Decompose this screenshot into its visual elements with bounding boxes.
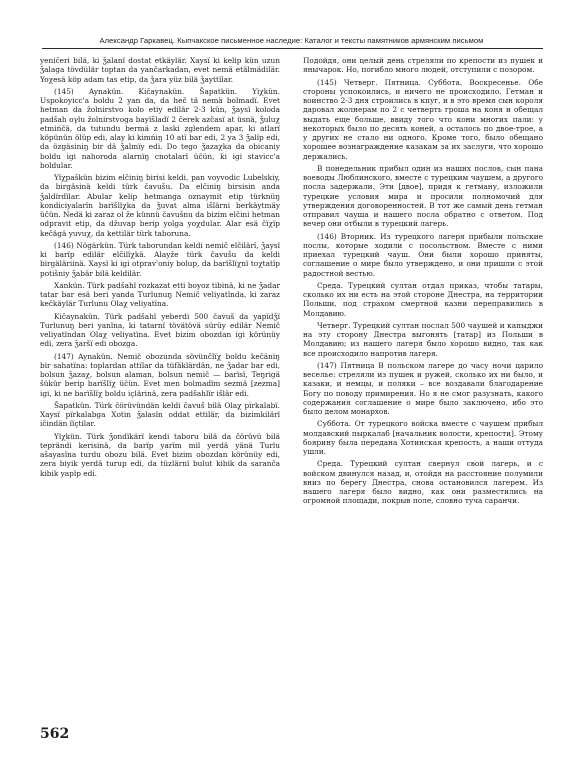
right-paragraph: В понедельник прибыл один из наших послов, сын пана воеводы Люблинского, вместе с турецким чаушем, а другого посла задержали. Эти [двое], придя к гетману, изложили турецкие условия мира и просили полномочий для утверждения договоренностей. В тот же самый день гетман отправил чауша и нашего посла обратно с ответом. Под вечер они отбыли в турецкий лагерь. (303, 163, 543, 229)
left-paragraph: Xankün. Türk padšahï rozkazat etti boyoz tibinä, ki ne ǯadar tatar bar esä beri yanda Turlunuŋ Nemič veliyatïnda, ki zaraz kečkäylär Turlunu Olaχ veliyatïna. (40, 280, 280, 309)
right-paragraph: Среда. Турецкий султан отдал приказ, чтобы татары, сколько их ни есть на этой стороне Днестра, на территории Польши, под страхом смертной казни переправились в Молдавию. (303, 280, 543, 318)
left-paragraph: yeniĉeri bilä, ki ǯalanï dostat etkäylär. Xaysï ki kelip kün uzun ǯalaga tövdülär toptan da yančarkadan, evet nemä etälmädilär. Yoχesä köp adam tas etip, da ǯara yüz bilä ǯayttïlar. (40, 56, 280, 84)
left-paragraph: Šapatkün. Türk čörüvündän keldi čavuš bilä Olaχ pïrkalabï. Xaysï pïrkalabga Xotin ǯalasïn oddat ettilär, da bizimkilärï ičindän ïïçtilar. (40, 400, 280, 429)
right-column-russian-translation (303, 56, 543, 509)
left-paragraph: (145) Aynakün. Kičaynakün. Šapatkün. Yiχkün. Uspokoyicc'a boldu 2 yan da, da heč tä nemä bolmadï. Evet hetman da žolnirstvo kolo etiy edilär 2-3 kün, ǯaysï koloda padšah oγlu žolnirstvoga bayïšladï 2 čerek azčasï at üsnä, ǯuluχ etmińčä, da tutundu bermä z laski zglendem apar, ki atlarï köpünün ölüp edi, alay ki kimńiŋ 10 atï bar edi, 2 ya 3 ǯalïp edi, da özgäsiniŋ bir dä ǯalmïy edi. Do tego ǯazaχka da obicaniy boldu igi nahoroda alarnïŋ cnotalarï üčün, ki igi stavicc'a boldular. (40, 86, 280, 170)
page-number: 562 (40, 726, 70, 742)
right-paragraph: (145) Четверг. Пятница. Суббота. Воскресенье. Обе стороны успокоились, и ничего не происходило. Гетман и воинство 2-3 дня строились в кпуг, и в это время сын короля даровал жолнерам по 2 с четверть гроша на коня и обещал выдать еще больше, ввиду того что кони многих пали: у некоторых было по десять коней, а осталось по двое-трое, а у других не стало ни одного. Кроме того, было обещано хорошее вознаграждение казакам за их заслуги, что хорошо держались. (303, 77, 543, 161)
left-paragraph: Yïχkün. Türk ǯondïkärï kendi taboru bilä da čörüvü bilä teprändi kerisinä, da barïp yarïm mil yerdä yänä Turlu ašayasïna turdu obozu bilä. Evet bizim obozdan körünüy edi, zera biyik yerdä turup edi, da tüzlärnï bulut kibik da saranča kibik yapïp edi. (40, 431, 280, 478)
left-paragraph: Kičaynakün. Türk padšahï yeberdi 500 čavuš da yapïdǯï Turlunuŋ beri yanïna, ki tatarnï tövätövä sürüy edilär Nemič veliyatïndan Olaχ veliyatïna. Evet bizim obozdan igi körünüy edi, zera ǯaršï edi obozga. (40, 311, 280, 349)
right-paragraph: (147) Пятница В польском лагере до часу ночи царило веселье: стреляли из пушек и ружей, сколько их ни было, и казаки, и немцы, и поляки – все воздавали благодарение Богу по поводу примирения. Но я не смог разузнать, какого содержания соглашение о мире было заключено, ибо это было делом монархов. (303, 360, 543, 416)
left-column-kipchak-text (40, 56, 280, 481)
right-paragraph: Суббота. От турецкого войска вместе с чаушем прибыл молдавский пыркалаб [начальник волости, крепости]. Этому боярину была передана Хотинская крепость, а наши оттуда ушли. (303, 419, 543, 456)
left-paragraph: Yïχpaškün bizim elčiniŋ birisi keldi, pan voyvodic Lubelskiy, da birgäsinä keldi türk čavušu. Da elčiniŋ birsisin anda ǯaldïrdïlar. Abular kelip hetmanga oznaymit etip türknüŋ kondiciyalarïn barïšlïχka da ǯuvat alma išlärni berkäytmäy üčün. Nedä ki zaraz ol že künnü čavušnu da bizim elčini hetman odpravit etip, da džuvap berip yolga yoχdular. Alar esä čïχïp kečägä yuvuχ, da kettilär türk taboruna. (40, 173, 280, 238)
header-rule (42, 48, 543, 49)
left-paragraph: (147) Aynakün. Nemič obozunda sövünčlïχ boldu kečäniŋ bir sahatïna: toplardan attïlar da tüfäklärdän, ne ǯadar bar edi, bolsun ǯazaχ, bolsun alaman, bolsun nemič — barïsï, Teŋrigä šükür berip barïšlïχ üčün. Evet men bolmadïm sezmä [zezma] igi, ki ne barïšlïχ boldu içlärinä, zera padšahlïr išlär edi. (40, 351, 280, 398)
right-paragraph: Четверг. Турецкий султан послал 500 чаушей и капыджи на эту сторону Днестра выгонять [татар] из Польши в Молдавию; из нашего лагеря было хорошо видно, так как все происходило напротив лагеря. (303, 320, 543, 358)
right-paragraph: Среда. Турецкий султан свернул свой лагерь, и с войском двинулся назад, и, отойдя на расстояние полумили вниз по берегу Днестра, снова остановился лагерем. Из нашего лагеря было видно, как они разместились на огромной площади, покрыв поле, словно туча саранчи. (303, 459, 543, 506)
left-paragraph: (146) Nögärkün. Türk taborundan keldi nemič elčilärï, ǯaysï ki barïp edilär elčilïχkä. Alayže türk čavušu da keldi birgäläriinä. Xaysï ki igi otprav'oniy bolup, da barïšlïχnï toχtatïp potišniy ǯabär bilä keldilär. (40, 240, 280, 278)
right-paragraph: Подойдя, они целый день стреляли по крепости из пушек и янычарок. Но, погибло много людей, отступили с позором. (303, 56, 543, 75)
running-header: Александр Гаркавец. Кыпчакское письменное наследие: Каталог и тексты памятников армянским письмом (99, 36, 484, 45)
right-paragraph: (146) Вторник. Из турецкого лагеря прибыли польские послы, которые ходили с посольством. Вместе с ними приехал турецкий чауш. Они были хорошо приняты, соглашение о мире было утверждено, и они пришли с этой радостной вестью. (303, 231, 543, 278)
